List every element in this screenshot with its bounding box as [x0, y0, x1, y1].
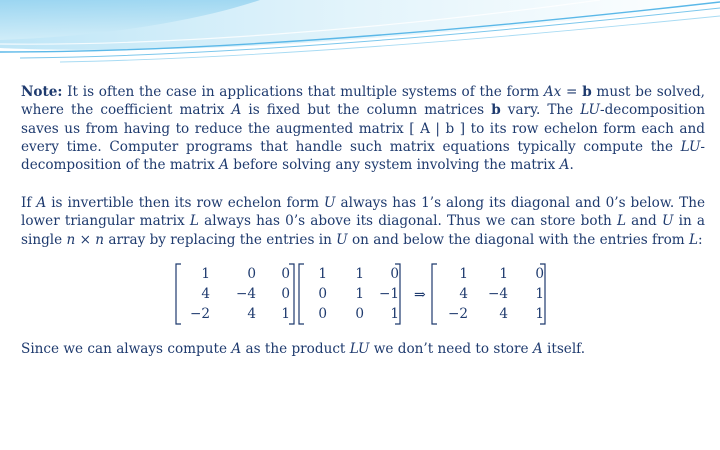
matrix-entry: 1 — [355, 286, 364, 302]
matrix-L — [174, 262, 296, 326]
matrix-entry: 1 — [390, 306, 399, 322]
matrix-entry: 4 — [499, 306, 508, 322]
augmented-matrix: [ A | b ] — [409, 120, 466, 137]
matrix-combined — [430, 262, 547, 326]
matrix-entry: −2 — [447, 306, 468, 322]
note-label: Note: — [21, 84, 63, 100]
matrix-entry: 1 — [459, 266, 468, 282]
matrix-entry: 0 — [390, 266, 399, 282]
matrix-entry: 1 — [201, 266, 210, 282]
matrix-entry: −4 — [487, 286, 508, 302]
matrix-entry: 0 — [535, 266, 544, 282]
matrix-entry: 0 — [318, 286, 327, 302]
matrix-entry: 0 — [318, 306, 327, 322]
matrix-entry: 0 — [281, 266, 290, 282]
matrix-entry: 1 — [535, 306, 544, 322]
matrix-entry: −4 — [235, 286, 256, 302]
conclusion-paragraph: Since we can always compute A as the product LU we don’t need to store A itself. — [21, 341, 586, 357]
matrix-U — [297, 262, 402, 326]
matrix-entry: −2 — [189, 306, 210, 322]
matrix-entry: −1 — [378, 286, 399, 302]
matrix-entry: 0 — [247, 266, 256, 282]
matrix-entry: 1 — [281, 306, 290, 322]
content-card — [14, 70, 708, 370]
header-wave-decoration — [0, 0, 720, 80]
matrix-entry: 1 — [535, 286, 544, 302]
matrix-entry: 1 — [318, 266, 327, 282]
matrix-entry: 0 — [355, 306, 364, 322]
note-paragraph: Note: It is often the case in applications that multiple systems of the form Ax = b must be solved, where the coefficient matrix A is fixed but the column matrices b vary. The LU-decomposition saves us from having to reduce the augmented matrix [ A | b ] to its row echelon form each and every time. Computer programs that handle such matrix equations typically compute the LU-decomposition of the matrix A before solving any system involving the matrix A. — [21, 84, 705, 174]
matrix-entry: 4 — [201, 286, 210, 302]
matrix-entry: 1 — [499, 266, 508, 282]
left-bracket — [432, 264, 437, 324]
matrix-entry: 1 — [355, 266, 364, 282]
matrix-entry: 4 — [247, 306, 256, 322]
matrix-entry: 0 — [281, 286, 290, 302]
invertible-paragraph: If A is invertible then its row echelon form U always has 1’s along its diagonal and 0’s below. The lower triangular matrix L always has 0’s above its diagonal. Thus we can store both L and U in a single n × n array by replacing the entries in U on and below the diagonal with the entries from L: — [21, 195, 706, 248]
matrix-entry: 4 — [459, 286, 468, 302]
implies-arrow: ⇒ — [414, 287, 426, 303]
